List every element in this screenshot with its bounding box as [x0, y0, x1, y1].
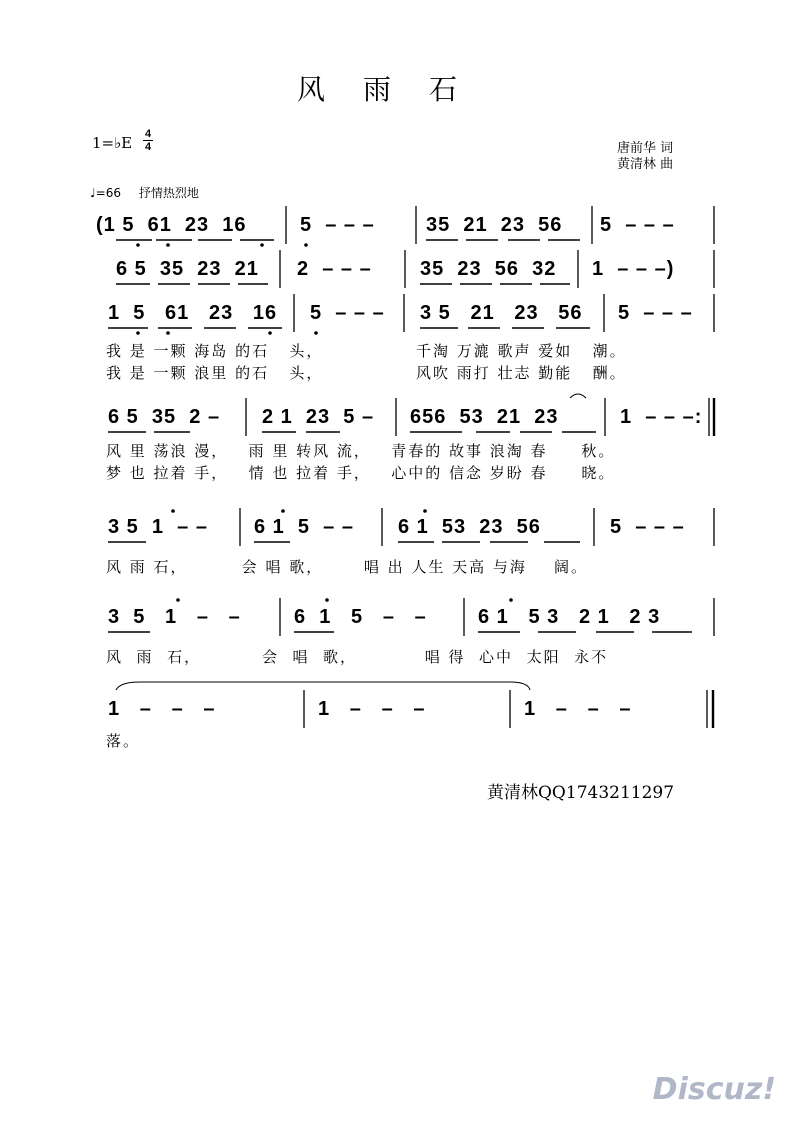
row2-m4: 1 – – –) — [592, 258, 675, 280]
row6-m1: 3 5 1 – – — [108, 606, 241, 628]
meter-top: 4 — [144, 128, 152, 140]
row3-m1: 1 5 61 23 16 — [108, 302, 278, 324]
meter-bottom: 4 — [144, 141, 152, 153]
row7-lyric: 落。 — [106, 732, 141, 750]
row2-m3: 35 23 56 32 — [420, 258, 557, 280]
row4-lyric1: 风 里 荡浪 漫， 雨 里 转风 流， 青春的 故事 浪淘 春 秋。 — [106, 442, 616, 460]
row5-m1: 3 5 1 – – — [108, 516, 208, 538]
row2-m1: 6 5 35 23 21 — [116, 258, 259, 280]
row3-lyric2-a: 我 是 一颗 浪里 的石 头， — [106, 364, 324, 382]
composer-credit: 黄清林 曲 — [617, 157, 674, 172]
watermark: Discuz! — [652, 1072, 776, 1107]
row1-m1: (1 5 61 23 16 — [96, 214, 247, 236]
row6-lyric: 风 雨 石， 会 唱 歌， 唱 得 心中 太阳 永不 — [106, 648, 609, 666]
row7-m2: 1 – – – — [318, 698, 426, 720]
row6-m3: 6 1 5 3 2 1 2 3 — [478, 606, 661, 628]
row1-m3: 35 21 23 56 — [426, 214, 563, 236]
row3-lyric1-b: 千淘 万漉 歌声 爱如 潮。 — [416, 342, 627, 360]
row3-m4: 5 – – – — [618, 302, 693, 324]
key-signature: 1=♭E — [92, 134, 133, 152]
row4-m4: 1 – – –: — [620, 406, 703, 428]
row4-m1: 6 5 35 2 – — [108, 406, 221, 428]
row1-m2: 5 – – – — [300, 214, 375, 236]
row7-m1: 1 – – – — [108, 698, 216, 720]
row7-m3: 1 – – – — [524, 698, 632, 720]
row6-m2: 6 1 5 – – — [294, 606, 427, 628]
row5-m2: 6 1 5 – – — [254, 516, 354, 538]
row4-m3: 656 53 21 23 — [410, 406, 559, 428]
row3-lyric1-a: 我 是 一颗 海岛 的石 头， — [106, 342, 324, 360]
song-title: 风雨石 — [296, 73, 495, 106]
expression-marking: 抒情热烈地 — [138, 186, 199, 200]
row4-m2: 2 1 23 5 – — [262, 406, 375, 428]
row3-lyric2-b: 风吹 雨打 壮志 勤能 酬。 — [416, 364, 627, 382]
tempo-value: ♩=66 — [90, 186, 121, 200]
row5-m4: 5 – – – — [610, 516, 685, 538]
lyricist-credit: 唐前华 词 — [617, 141, 674, 156]
row2-m2: 2 – – – — [297, 258, 372, 280]
row1-m4: 5 – – – — [600, 214, 675, 236]
row3-m3: 3 5 21 23 56 — [420, 302, 583, 324]
row5-m3: 6 1 53 23 56 — [398, 516, 541, 538]
row4-lyric2: 梦 也 拉着 手， 情 也 拉着 手， 心中的 信念 岁盼 春 晓。 — [106, 464, 616, 482]
row3-m2: 5 – – – — [310, 302, 385, 324]
row5-lyric: 风 雨 石， 会 唱 歌， 唱 出 人生 天高 与海 阔。 — [106, 558, 588, 576]
signature: 黄清林QQ1743211297 — [487, 783, 675, 803]
